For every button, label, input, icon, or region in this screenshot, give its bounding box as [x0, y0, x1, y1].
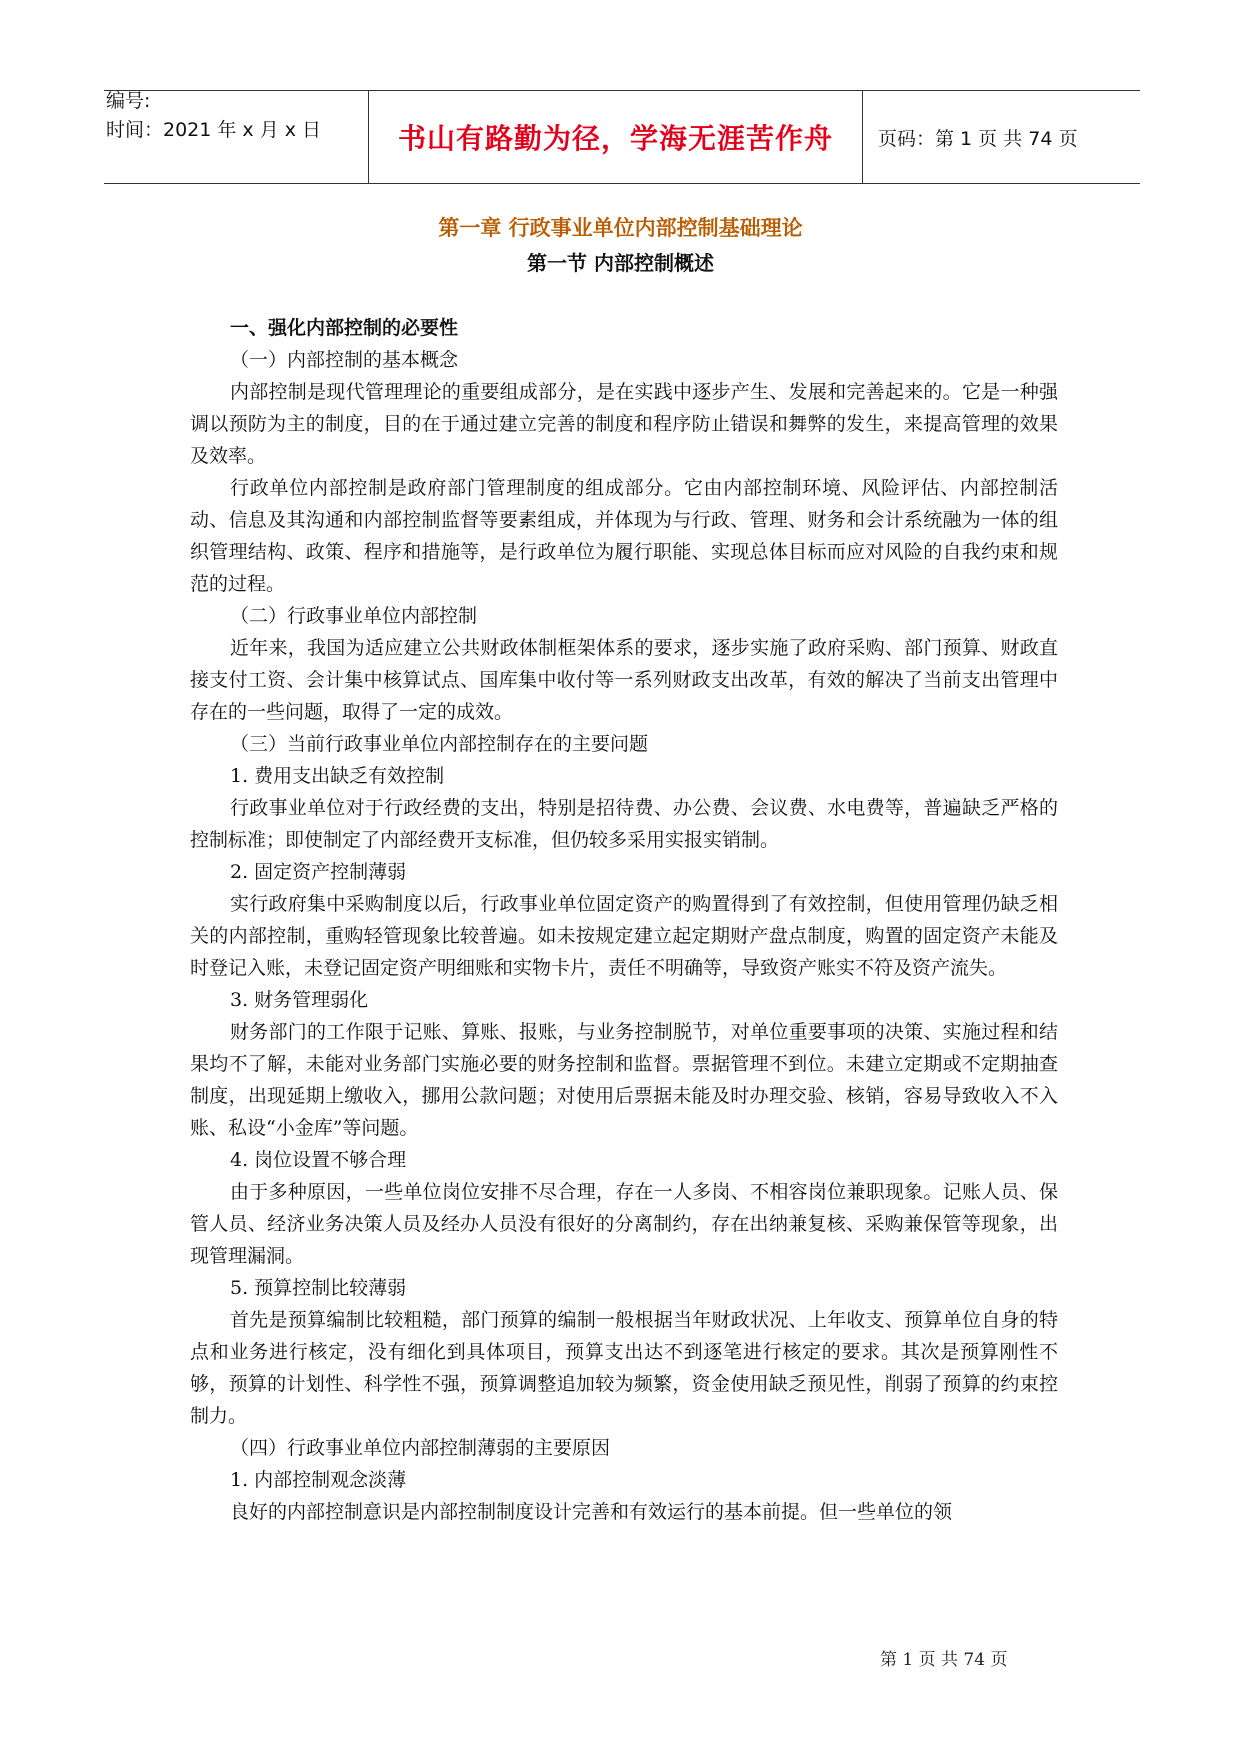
- paragraph: 行政事业单位对于行政经费的支出，特别是招待费、办公费、会议费、水电费等，普遍缺乏严格的控制标准；即使制定了内部经费开支标准，但仍较多采用实报实销制。: [190, 797, 1058, 851]
- subheading: （三）当前行政事业单位内部控制存在的主要问题: [230, 733, 649, 755]
- heading-level-1: 一、强化内部控制的必要性: [230, 317, 459, 339]
- paragraph: 由于多种原因，一些单位岗位安排不尽合理，存在一人多岗、不相容岗位兼职现象。记账人员、保管人员、经济业务决策人员及经办人员没有很好的分离制约，存在出纳兼复核、采购兼保管等现象，出现管理漏洞。: [190, 1181, 1058, 1267]
- list-item-heading: 1. 费用支出缺乏有效控制: [230, 765, 445, 787]
- header-motto: 书山有路勤为径，学海无涯苦作舟: [397, 122, 833, 155]
- section-title: 第一节 内部控制概述: [527, 251, 714, 275]
- paragraph: 内部控制是现代管理理论的重要组成部分，是在实践中逐步产生、发展和完善起来的。它是一种强调以预防为主的制度，目的在于通过建立完善的制度和程序防止错误和舞弊的发生，来提高管理的效果及效率。: [190, 381, 1058, 467]
- paragraph: 良好的内部控制意识是内部控制制度设计完善和有效运行的基本前提。但一些单位的领: [230, 1501, 953, 1523]
- paragraph: 财务部门的工作限于记账、算账、报账，与业务控制脱节，对单位重要事项的决策、实施过程和结果均不了解，未能对业务部门实施必要的财务控制和监督。票据管理不到位。未建立定期或不定期抽查制度，出现延期上缴收入，挪用公款问题；对使用后票据未能及时办理交验、核销，容易导致收入不入账、私设“小金库”等问题。: [190, 1021, 1058, 1139]
- chapter-title: 第一章 行政事业单位内部控制基础理论: [438, 216, 803, 240]
- header-motto-cell: [369, 91, 863, 183]
- paragraph: 首先是预算编制比较粗糙，部门预算的编制一般根据当年财政状况、上年收支、预算单位自身的特点和业务进行核定，没有细化到具体项目，预算支出达不到逐笔进行核定的要求。其次是预算刚性不够，预算的计划性、科学性不强，预算调整追加较为频繁，资金使用缺乏预见性，削弱了预算的约束控制力。: [190, 1309, 1058, 1427]
- document-number-label: 编号:: [106, 90, 151, 112]
- header-table: [104, 90, 1140, 184]
- subheading: （一）内部控制的基本概念: [230, 349, 459, 371]
- paragraph: 近年来，我国为适应建立公共财政体制框架体系的要求，逐步实施了政府采购、部门预算、财政直接支付工资、会计集中核算试点、国库集中收付等一系列财政支出改革，有效的解决了当前支出管理中存在的一些问题，取得了一定的成效。: [190, 637, 1058, 723]
- list-item-heading: 2. 固定资产控制薄弱: [230, 861, 407, 883]
- document-body: [190, 312, 1058, 1528]
- header-meta-cell: [104, 91, 369, 183]
- list-item-heading: 4. 岗位设置不够合理: [230, 1149, 407, 1171]
- header-page-cell: [864, 91, 1140, 183]
- list-item-heading: 5. 预算控制比较薄弱: [230, 1277, 407, 1299]
- paragraph: 实行政府集中采购制度以后，行政事业单位固定资产的购置得到了有效控制，但使用管理仍缺乏相关的内部控制，重购轻管现象比较普遍。如未按规定建立起定期财产盘点制度，购置的固定资产未能及时登记入账，未登记固定资产明细账和实物卡片，责任不明确等，导致资产账实不符及资产流失。: [190, 893, 1058, 979]
- list-item-heading: 3. 财务管理弱化: [230, 989, 369, 1011]
- list-item-heading: 1. 内部控制观念淡薄: [230, 1469, 407, 1491]
- paragraph: 行政单位内部控制是政府部门管理制度的组成部分。它由内部控制环境、风险评估、内部控制活动、信息及其沟通和内部控制监督等要素组成，并体现为与行政、管理、财务和会计系统融为一体的组织管理结构、政策、程序和措施等，是行政单位为履行职能、实现总体目标而应对风险的自我约束和规范的过程。: [190, 477, 1058, 595]
- document-time-label: 时间：2021 年 x 月 x 日: [106, 119, 322, 141]
- header-page-code: 页码：第 1 页 共 74 页: [878, 127, 1078, 150]
- subheading: （四）行政事业单位内部控制薄弱的主要原因: [230, 1437, 611, 1459]
- subheading: （二）行政事业单位内部控制: [230, 605, 478, 627]
- page-footer: 第 1 页 共 74 页: [880, 1650, 1008, 1670]
